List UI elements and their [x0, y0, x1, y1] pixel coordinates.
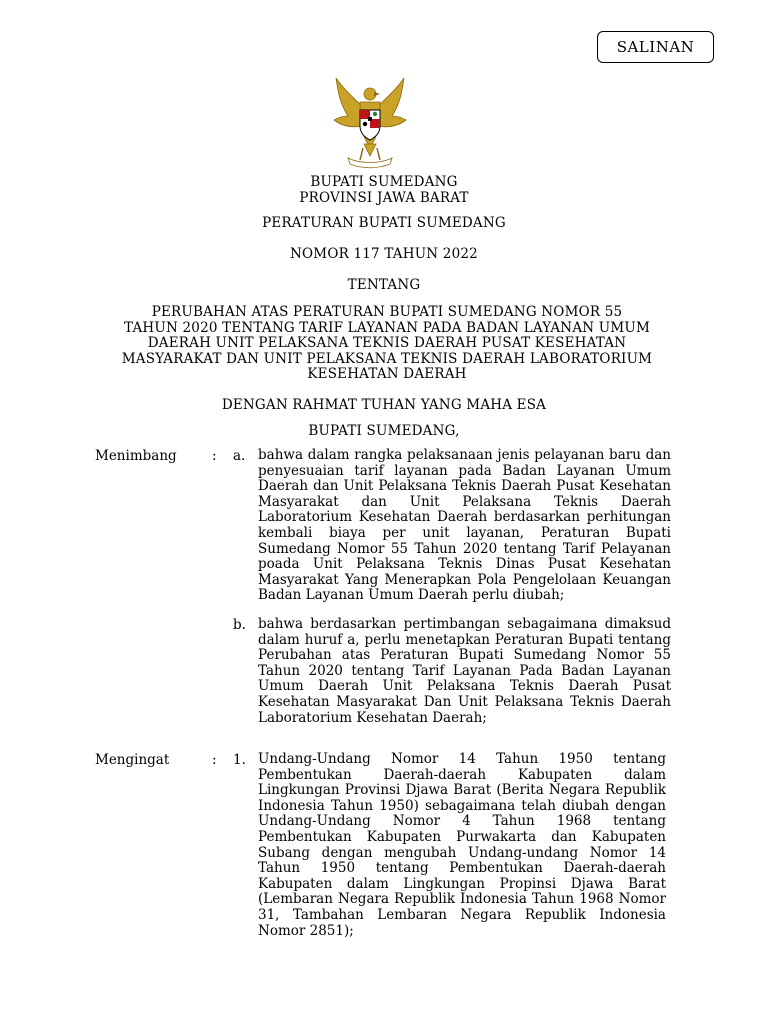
blessing-line: DENGAN RAHMAT TUHAN YANG MAHA ESA: [221, 397, 547, 413]
salinan-stamp: [597, 31, 714, 63]
menimbang-item-a: bahwa dalam rangka pelaksanaan jenis pelayanan baru dan penyesuaian tarif layanan pada Badan Layanan Umum Daerah dan Unit Pelaksana Teknis Daerah Pusat Kesehatan Masyarakat dan Unit Pelaksana Teknis Daerah Laboratorium Kesehatan Daerah berdasarkan perhitungan kembali biaya per unit layanan, Peraturan Bupati Sumedang Nomor 55 Tahun 2020 tentang Tarif Pelayanan poada Unit Pelaksana Teknis Dinas Pusat Kesehatan Masyarakat Yang Menerapkan Pola Pengelolaan Keuangan Badan Layanan Umum Daerah perlu diubah;: [258, 447, 671, 604]
province-title: PROVINSI JAWA BARAT: [299, 190, 469, 206]
menimbang-colon: :: [212, 448, 217, 464]
salinan-label: SALINAN: [616, 38, 695, 56]
issuer-signature-heading: BUPATI SUMEDANG,: [308, 423, 460, 439]
menimbang-marker-a: a.: [233, 448, 246, 464]
mengingat-item-1: Undang-Undang Nomor 14 Tahun 1950 tentang Pembentukan Daerah-daerah Kabupaten dalam Lingkungan Provinsi Djawa Barat (Berita Negara Republik Indonesia Tahun 1950) sebagaimana telah diubah dengan Undang-Undang Nomor 4 Tahun 1968 tentang Pembentukan Kabupaten Purwakarta dan Kabupaten Subang dengan mengubah Undang-undang Nomor 14 Tahun 1950 tentang Pembentukan Daerah-daerah Kabupaten dalam Lingkungan Propinsi Djawa Barat (Lembaran Negara Republik Indonesia Tahun 1968 Nomor 31, Tambahan Lembaran Negara Republik Indonesia Nomor 2851);: [258, 751, 666, 939]
garuda-emblem-icon: [330, 72, 410, 172]
menimbang-label: Menimbang: [95, 448, 177, 464]
subject-line: DAERAH UNIT PELAKSANA TEKNIS DAERAH PUSAT KESEHATAN: [147, 335, 627, 351]
subject-line: MASYARAKAT DAN UNIT PELAKSANA TEKNIS DAERAH LABORATORIUM: [121, 350, 653, 367]
regulation-subject: [108, 305, 666, 383]
regulation-number: NOMOR 117 TAHUN 2022: [290, 246, 478, 262]
mengingat-marker-1: 1.: [233, 752, 246, 768]
regulation-title: PERATURAN BUPATI SUMEDANG: [262, 215, 506, 231]
menimbang-marker-b: b.: [233, 617, 246, 633]
menimbang-item-b: bahwa berdasarkan pertimbangan sebagaimana dimaksud dalam huruf a, perlu menetapkan Peraturan Bupati tentang Perubahan atas Peraturan Bupati Sumedang Nomor 55 Tahun 2020 tentang Tarif Layanan Pada Badan Layanan Umum Daerah Unit Pelaksana Teknis Daerah Pusat Kesehatan Masyarakat Dan Unit Pelaksana Teknis Daerah Laboratorium Kesehatan Daerah;: [258, 616, 671, 726]
mengingat-colon: :: [212, 752, 217, 768]
about-heading: TENTANG: [347, 277, 421, 293]
subject-line: TAHUN 2020 TENTANG TARIF LAYANAN PADA BADAN LAYANAN UMUM: [124, 319, 650, 336]
subject-line: PERUBAHAN ATAS PERATURAN BUPATI SUMEDANG NOMOR 55: [151, 304, 623, 320]
mengingat-label: Mengingat: [95, 752, 170, 768]
issuer-title: BUPATI SUMEDANG: [310, 174, 458, 190]
subject-line: KESEHATAN DAERAH: [307, 366, 467, 382]
